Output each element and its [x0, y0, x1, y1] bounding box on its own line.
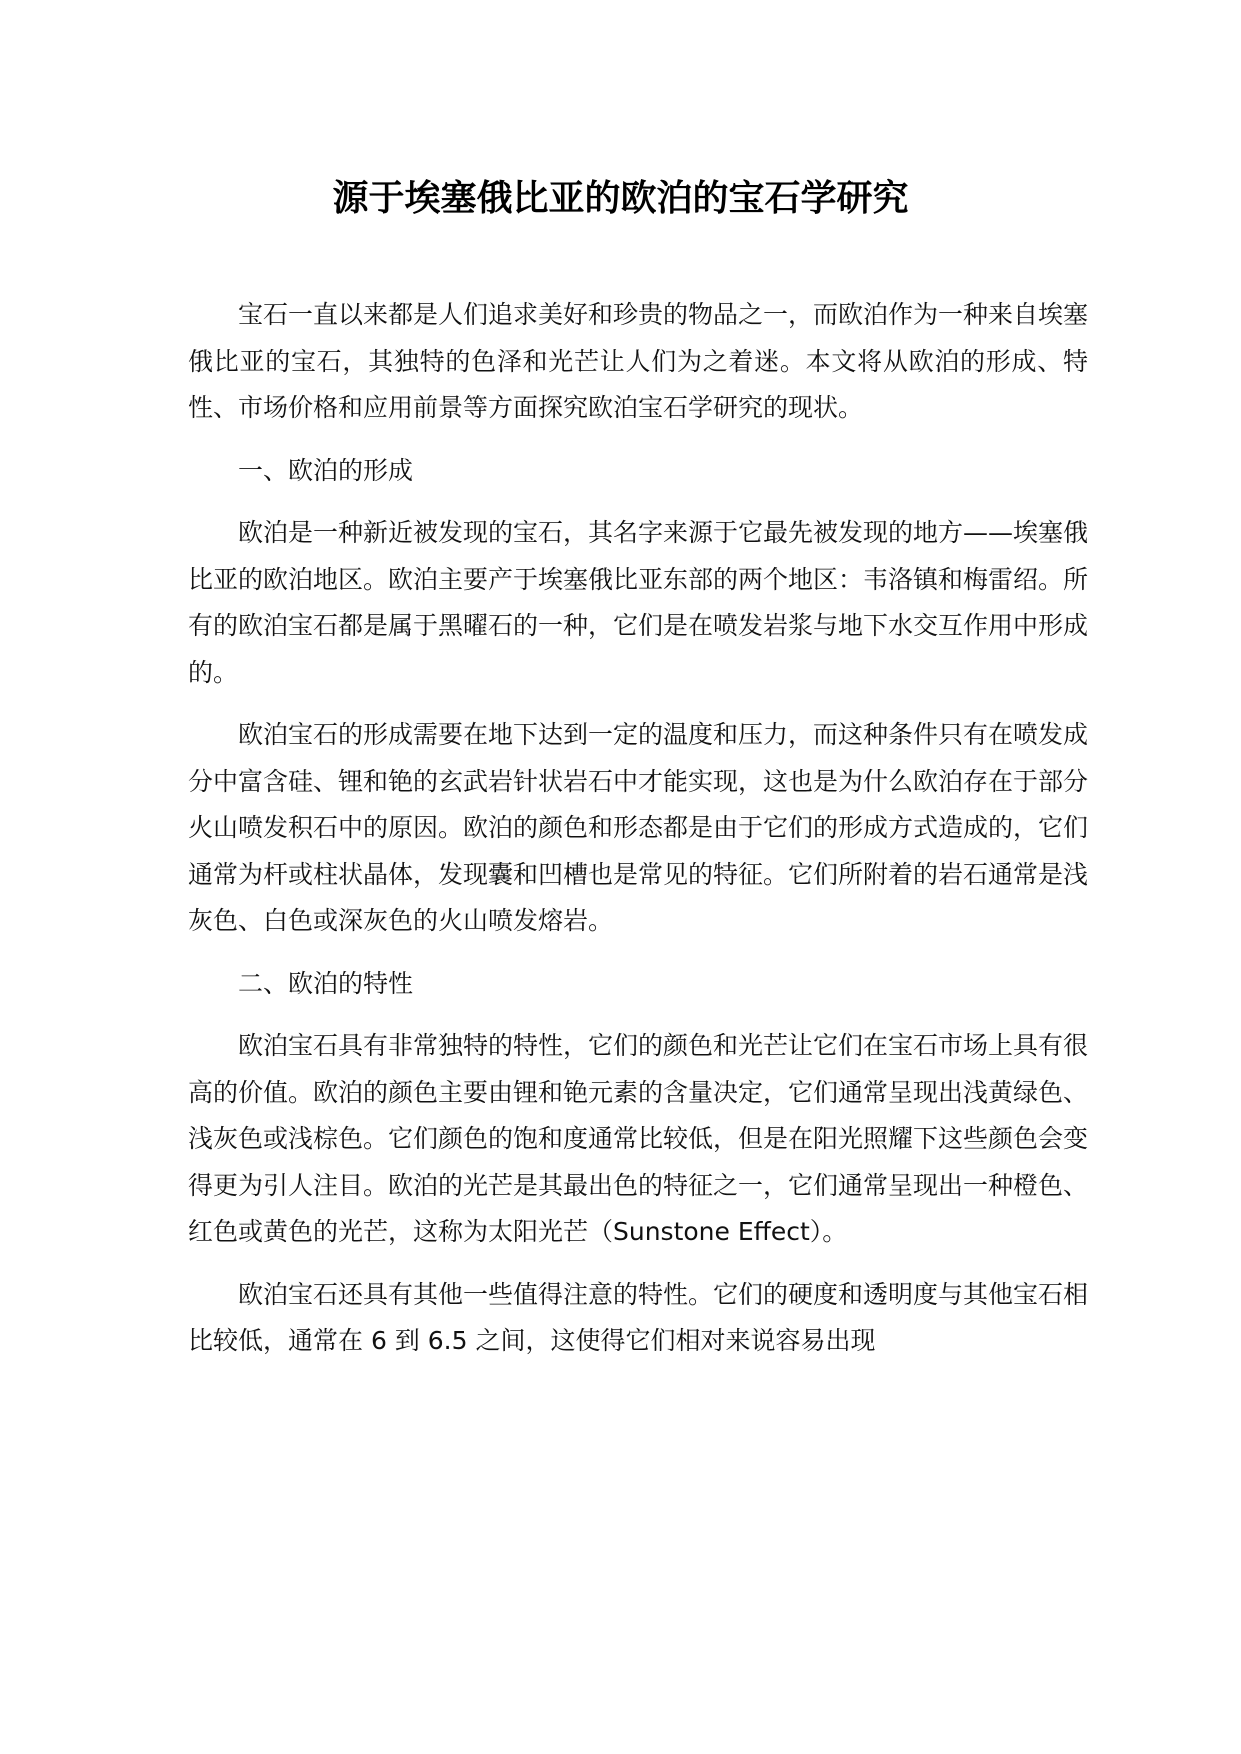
document-title: 源于埃塞俄比亚的欧泊的宝石学研究 [332, 178, 909, 219]
section-heading-formation: 一、欧泊的形成 [238, 455, 414, 485]
section-heading-properties: 二、欧泊的特性 [238, 968, 414, 998]
properties-paragraph-1: 欧泊宝石具有非常独特的特性，它们的颜色和光芒让它们在宝石市场上具有很高的价值。欧泊的颜色主要由锂和铯元素的含量决定，它们通常呈现出浅黄绿色、浅灰色或浅棕色。它们颜色的饱和度通常比较低，但是在阳光照耀下这些颜色会变得更为引人注目。欧泊的光芒是其最出色的特征之一，它们通常呈现出一种橙色、红色或黄色的光芒，这称为太阳光芒（Sunstone Effect）。 [188, 1031, 1089, 1246]
intro-paragraph: 宝石一直以来都是人们追求美好和珍贵的物品之一，而欧泊作为一种来自埃塞俄比亚的宝石，其独特的色泽和光芒让人们为之着迷。本文将从欧泊的形成、特性、市场价格和应用前景等方面探究欧泊宝石学研究的现状。 [188, 300, 1089, 422]
formation-paragraph-1: 欧泊是一种新近被发现的宝石，其名字来源于它最先被发现的地方——埃塞俄比亚的欧泊地区。欧泊主要产于埃塞俄比亚东部的两个地区：韦洛镇和梅雷绍。所有的欧泊宝石都是属于黑曜石的一种，它们是在喷发岩浆与地下水交互作用中形成的。 [188, 518, 1089, 687]
document-body [188, 292, 1088, 1381]
formation-paragraph-2: 欧泊宝石的形成需要在地下达到一定的温度和压力，而这种条件只有在喷发成分中富含硅、锂和铯的玄武岩针状岩石中才能实现，这也是为什么欧泊存在于部分火山喷发积石中的原因。欧泊的颜色和形态都是由于它们的形成方式造成的，它们通常为杆或柱状晶体，发现囊和凹槽也是常见的特征。它们所附着的岩石通常是浅灰色、白色或深灰色的火山喷发熔岩。 [188, 720, 1089, 935]
properties-paragraph-2: 欧泊宝石还具有其他一些值得注意的特性。它们的硬度和透明度与其他宝石相比较低，通常在 6 到 6.5 之间，这使得它们相对来说容易出现 [188, 1279, 1089, 1355]
